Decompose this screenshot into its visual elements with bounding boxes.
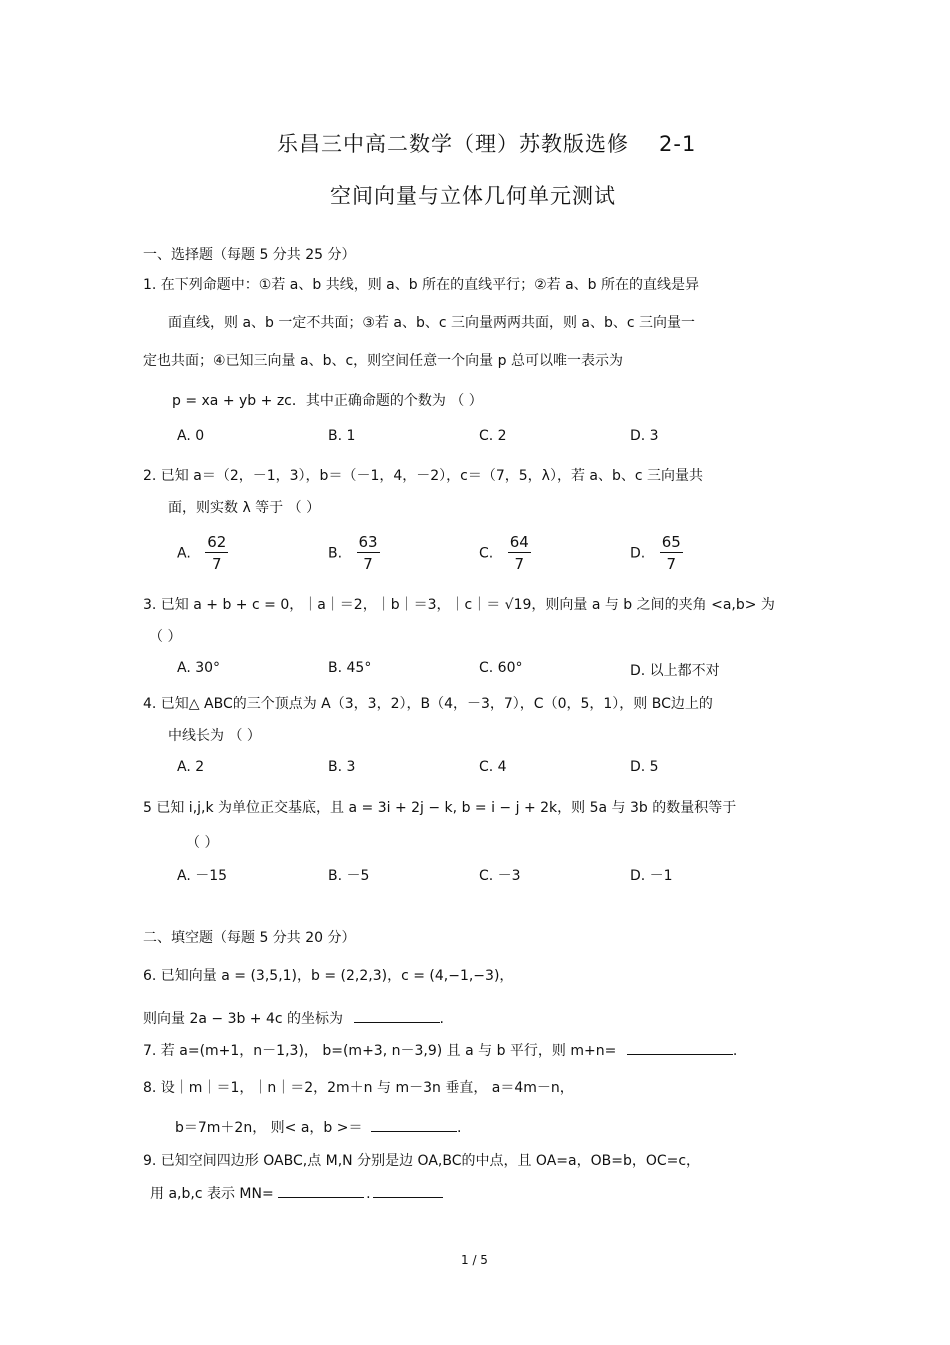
- q2-option-a: [177, 532, 228, 575]
- q7-line1: 7. 若 a=(m+1，n－1,3)， b=(m+3, n－3,9) 且 a 与 b 平行，则 m+n= .: [143, 1043, 738, 1059]
- denominator: 7: [666, 555, 676, 573]
- q2-line2: 面，则实数 λ 等于 （ ）: [168, 500, 321, 516]
- q2-option-d: [630, 532, 683, 575]
- q5-option-d: D. －1: [630, 868, 673, 884]
- q1-option-c: C. 2: [479, 428, 507, 444]
- q1-line1: 1. 在下列命题中：①若 a、b 共线，则 a、b 所在的直线平行；②若 a、b 所在的直线是异: [143, 277, 700, 293]
- option-label: B.: [328, 545, 343, 562]
- q3-line1: 3. 已知 a + b + c = 0，｜a｜＝2，｜b｜＝3，｜c｜＝ √19，则向量 a 与 b 之间的夹角 <a,b> 为: [143, 597, 775, 613]
- fraction: [357, 532, 380, 575]
- page-subtitle: 空间向量与立体几何单元测试: [330, 184, 616, 208]
- q1-line3: 定也共面；④已知三向量 a、b、c，则空间任意一个向量 p 总可以唯一表示为: [143, 353, 623, 369]
- numerator: 64: [509, 533, 529, 551]
- q2-option-b: [328, 532, 380, 575]
- numerator: 63: [358, 533, 378, 551]
- fraction: [205, 532, 228, 575]
- q2-line1: 2. 已知 a＝（2，－1，3），b＝（－1，4，－2），c＝（7，5，λ），若 a、b、c 三向量共: [143, 468, 704, 484]
- fraction: [508, 532, 531, 575]
- option-label: A.: [177, 545, 191, 562]
- q3-option-c: C. 60°: [479, 660, 523, 676]
- denominator: 7: [363, 555, 373, 573]
- q5-option-c: C. －3: [479, 868, 521, 884]
- q4-option-d: D. 5: [630, 759, 659, 775]
- q9-line2: 用 a,b,c 表示 MN= .: [150, 1183, 443, 1203]
- answer-blank[interactable]: [373, 1197, 443, 1198]
- q3-option-a: A. 30°: [177, 660, 221, 676]
- q9-text: 用 a,b,c 表示 MN=: [150, 1186, 274, 1202]
- q2-option-c: [479, 532, 531, 575]
- section-heading-fill: 二、填空题（每题 5 分共 20 分）: [143, 930, 356, 946]
- q8-line1: 8. 设｜m｜＝1，｜n｜＝2，2m＋n 与 m－3n 垂直， a＝4m－n，: [143, 1080, 574, 1096]
- q8-text: b＝7m＋2n， 则< a，b >＝: [175, 1120, 363, 1136]
- q1-option-d: D. 3: [630, 428, 659, 444]
- q3-line2: （ ）: [149, 629, 182, 645]
- q4-option-b: B. 3: [328, 759, 356, 775]
- q5-line2: （ ）: [186, 835, 219, 851]
- denominator: 7: [514, 555, 524, 573]
- q9-line1: 9. 已知空间四边形 OABC,点 M,N 分别是边 OA,BC的中点，且 OA=a，OB=b，OC=c，: [143, 1153, 701, 1169]
- q4-line1: 4. 已知△ ABC的三个顶点为 A（3，3，2），B（4，－3，7），C（0，5，1），则 BC边上的: [143, 696, 713, 712]
- answer-blank[interactable]: [627, 1054, 733, 1055]
- answer-blank[interactable]: [278, 1197, 364, 1198]
- q4-line2: 中线长为 （ ）: [168, 728, 261, 744]
- section-heading-choice: 一、选择题（每题 5 分共 25 分）: [143, 247, 356, 263]
- answer-blank[interactable]: [371, 1131, 457, 1132]
- q7-text: 7. 若 a=(m+1，n－1,3)， b=(m+3, n－3,9) 且 a 与 b 平行，则 m+n=: [143, 1043, 617, 1059]
- answer-blank[interactable]: [354, 1022, 440, 1023]
- q4-option-a: A. 2: [177, 759, 205, 775]
- q3-option-d: D. 以上都不对: [630, 663, 720, 679]
- q1-option-b: B. 1: [328, 428, 356, 444]
- numerator: 62: [207, 533, 227, 551]
- q5-option-b: B. －5: [328, 868, 370, 884]
- q1-line2: 面直线，则 a、b 一定不共面；③若 a、b、c 三向量两两共面，则 a、b、c 三向量一: [168, 315, 696, 331]
- numerator: 65: [661, 533, 681, 551]
- q6-line2: 则向量 2a − 3b + 4c 的坐标为 .: [143, 1011, 444, 1027]
- option-label: C.: [479, 545, 494, 562]
- q3-option-b: B. 45°: [328, 660, 372, 676]
- q8-line2: b＝7m＋2n， 则< a，b >＝ .: [175, 1120, 462, 1136]
- q5-line1: 5 已知 i,j,k 为单位正交基底，且 a = 3i + 2j − k, b = i − j + 2k，则 5a 与 3b 的数量积等于: [143, 800, 737, 816]
- q1-option-a: A. 0: [177, 428, 205, 444]
- q1-line4: p = xa + yb + zc．其中正确命题的个数为 （ ）: [172, 393, 483, 409]
- page-title: 乐昌三中高二数学（理）苏教版选修 2-1: [277, 132, 697, 156]
- fraction: [660, 532, 683, 575]
- page-number: 1 / 5: [461, 1253, 488, 1267]
- denominator: 7: [212, 555, 222, 573]
- q4-option-c: C. 4: [479, 759, 507, 775]
- q5-option-a: A. －15: [177, 868, 228, 884]
- q6-line1: 6. 已知向量 a = (3,5,1)，b = (2,2,3)，c = (4,−1,−3)，: [143, 968, 514, 984]
- q6-text: 则向量 2a − 3b + 4c 的坐标为: [143, 1011, 344, 1027]
- option-label: D.: [630, 545, 646, 562]
